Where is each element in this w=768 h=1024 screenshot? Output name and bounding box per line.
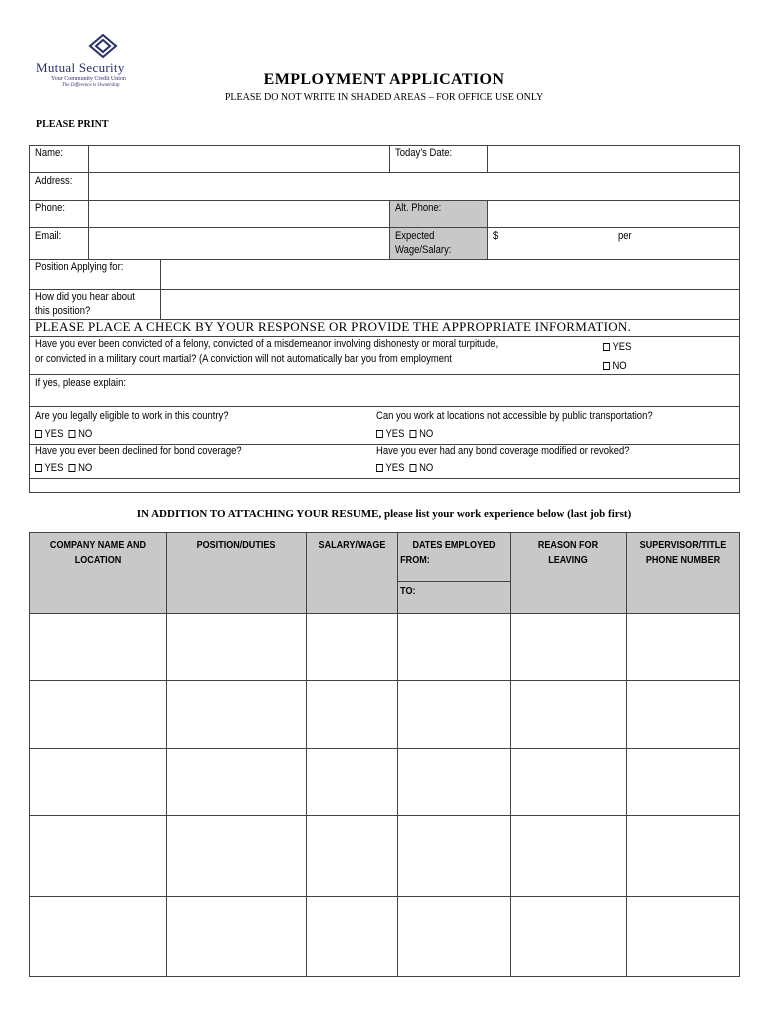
explain-label: If yes, please explain: xyxy=(35,377,126,389)
declined-options xyxy=(35,462,92,474)
revoked-yes-label: YES xyxy=(385,462,405,474)
name-label: Name: xyxy=(35,147,63,159)
wage-dollar-sign: $ xyxy=(493,230,499,242)
page-subtitle: PLEASE DO NOT WRITE IN SHADED AREAS – FOR OFFICE USE ONLY xyxy=(224,92,544,103)
col-header-supervisor: SUPERVISOR/TITLE PHONE NUMBER xyxy=(639,539,727,566)
col-header-salary: SALARY/WAGE xyxy=(318,539,386,551)
col-header-reason: REASON FOR LEAVING xyxy=(537,539,599,566)
todays-date-label: Today’s Date: xyxy=(395,147,453,159)
locations-question: Can you work at locations not accessible by public transportation? xyxy=(376,410,653,422)
logo-tagline: Your Community Credit Union xyxy=(51,76,126,82)
please-print-label: PLEASE PRINT xyxy=(36,119,109,130)
felony-question-line2: or convicted in a military court martial? (A conviction will not automatically bar you from employment xyxy=(35,353,452,365)
wage-per-label: per xyxy=(618,230,632,242)
checkbox-icon[interactable] xyxy=(603,362,610,370)
how-hear-field[interactable] xyxy=(162,290,738,318)
felony-no-option[interactable]: NO xyxy=(603,360,627,372)
alt-phone-label: Alt. Phone: xyxy=(395,202,442,214)
felony-question-line1: Have you ever been convicted of a felony, convicted of a misdemeanor involving dishonesty or moral turpitude, xyxy=(35,338,499,350)
col-header-position: POSITION/DUTIES xyxy=(196,539,276,551)
table-row[interactable] xyxy=(30,897,739,976)
declined-no-label: NO xyxy=(78,462,93,474)
eligible-question: Are you legally eligible to work in this country? xyxy=(35,410,229,422)
email-label: Email: xyxy=(35,230,62,242)
dates-to-label: TO: xyxy=(400,585,416,597)
felony-yes-option[interactable]: YES xyxy=(603,341,631,353)
how-hear-label-line2: this position? xyxy=(35,305,91,317)
name-field[interactable] xyxy=(90,146,388,171)
checkbox-icon[interactable] xyxy=(410,464,417,472)
locations-yes-label: YES xyxy=(385,428,405,440)
work-experience-intro: IN ADDITION TO ATTACHING YOUR RESUME, please list your work experience below (last job first) xyxy=(136,508,632,520)
declined-yes-label: YES xyxy=(44,462,64,474)
position-label: Position Applying for: xyxy=(35,261,124,273)
revoked-options xyxy=(376,462,433,474)
alt-phone-field[interactable] xyxy=(489,201,738,226)
eligible-yes-label: YES xyxy=(44,428,64,440)
eligible-options xyxy=(35,428,92,440)
how-hear-label-line1: How did you hear about xyxy=(35,291,135,303)
declined-question: Have you ever been declined for bond coverage? xyxy=(35,445,242,457)
address-label: Address: xyxy=(35,175,73,187)
expected-wage-label-line1: Expected xyxy=(395,230,435,242)
locations-options xyxy=(376,428,433,440)
dates-from-label: FROM: xyxy=(400,554,430,566)
email-field[interactable] xyxy=(90,228,388,258)
checkbox-icon[interactable] xyxy=(376,430,383,438)
checkbox-icon[interactable] xyxy=(410,430,417,438)
col-header-company: COMPANY NAME AND LOCATION xyxy=(49,539,147,566)
table-row[interactable] xyxy=(30,816,739,896)
revoked-question: Have you ever had any bond coverage modified or revoked? xyxy=(376,445,630,457)
locations-no-label: NO xyxy=(419,428,434,440)
checkbox-icon[interactable] xyxy=(35,430,42,438)
col-header-dates: DATES EMPLOYED xyxy=(412,539,496,551)
checkbox-icon[interactable] xyxy=(35,464,42,472)
address-field[interactable] xyxy=(90,173,738,199)
table-row[interactable] xyxy=(30,749,739,815)
explain-field[interactable] xyxy=(31,390,738,405)
eligible-no-label: NO xyxy=(78,428,93,440)
todays-date-field[interactable] xyxy=(489,146,738,171)
expected-wage-label-line2: Wage/Salary: xyxy=(395,244,452,256)
table-row[interactable] xyxy=(30,614,739,680)
phone-field[interactable] xyxy=(90,201,388,226)
phone-label: Phone: xyxy=(35,202,65,214)
table-row[interactable] xyxy=(30,681,739,748)
checkbox-icon[interactable] xyxy=(69,430,76,438)
checkbox-icon[interactable] xyxy=(69,464,76,472)
position-field[interactable] xyxy=(162,260,738,288)
section-heading: PLEASE PLACE A CHECK BY YOUR RESPONSE OR PROVIDE THE APPROPRIATE INFORMATION. xyxy=(35,319,632,334)
logo-slogan: The Difference is Ownership xyxy=(62,83,120,88)
page-title: EMPLOYMENT APPLICATION xyxy=(263,71,505,88)
checkbox-icon[interactable] xyxy=(376,464,383,472)
logo-diamond-icon xyxy=(88,34,118,58)
logo-brand-text: Mutual Security xyxy=(36,60,125,75)
checkbox-icon[interactable] xyxy=(603,343,610,351)
revoked-no-label: NO xyxy=(419,462,434,474)
